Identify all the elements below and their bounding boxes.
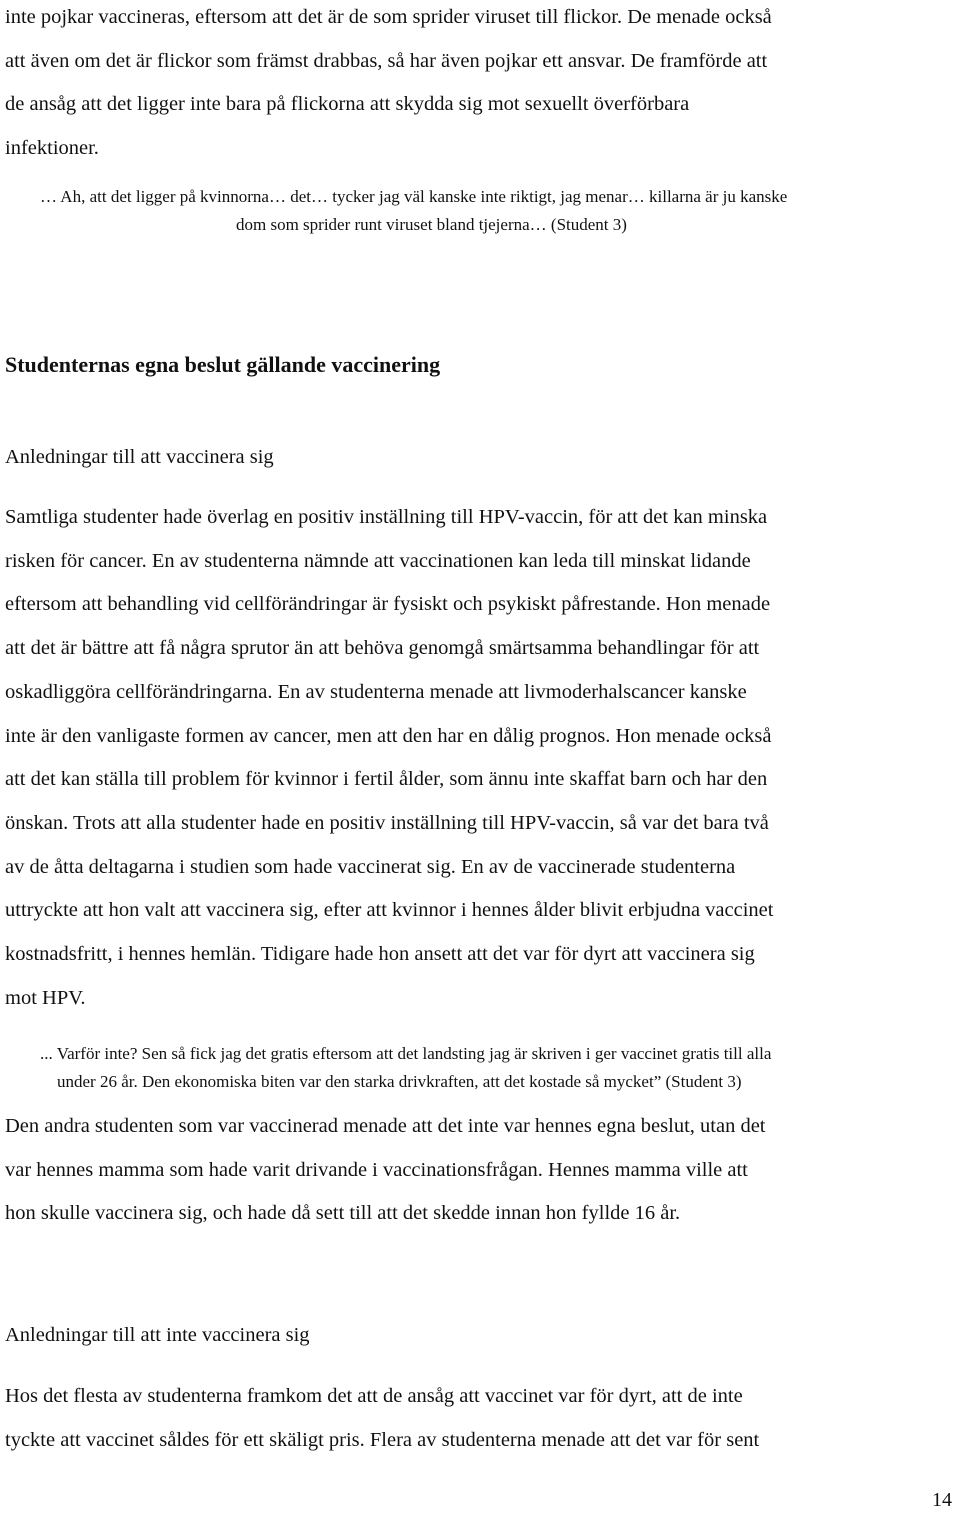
student-quote (40, 183, 955, 239)
paragraph-second-student (5, 1105, 955, 1236)
paragraph-line: Hos det flesta av studenterna framkom det att de ansåg att vaccinet var för dyrt, att de inte (5, 1385, 743, 1407)
paragraph-line: kostnadsfritt, i hennes hemlän. Tidigare hade hon ansett att det var för dyrt att vaccinera sig (5, 943, 755, 966)
quote-line: dom som sprider runt viruset bland tjejerna… (Student 3) (236, 215, 627, 234)
paragraph-reasons (5, 496, 955, 1020)
subheading-reasons-to-vaccinate: Anledningar till att vaccinera sig (5, 446, 274, 468)
paragraph-line: önskan. Trots att alla studenter hade en positiv inställning till HPV-vaccin, så var det bara två (5, 811, 769, 834)
paragraph-line: eftersom att behandling vid cellförändringar är fysiskt och psykiskt påfrestande. Hon menade (5, 593, 771, 616)
quote-line: ... Varför inte? Sen så fick jag det gratis eftersom att det landsting jag är skriven i ger vaccinet gratis till alla (40, 1044, 772, 1063)
paragraph-line: risken för cancer. En av studenterna nämnde att vaccinationen kan leda till minskat lidande (5, 549, 751, 572)
paragraph-line: inte är den vanligaste formen av cancer, men att den har en dålig prognos. Hon menade också (5, 724, 772, 747)
paragraph-line: uttryckte att hon valt att vaccinera sig, efter att kvinnor i hennes ålder blivit erbjudna vaccinet (5, 899, 774, 922)
paragraph-line: att det är bättre att få några sprutor än att behöva genomgå smärtsamma behandlingar för att (5, 637, 760, 660)
paragraph-line: mot HPV. (5, 986, 86, 1009)
page-number: 14 (932, 1489, 952, 1511)
paragraph-line: Den andra studenten som var vaccinerad menade att det inte var hennes egna beslut, utan det (5, 1115, 766, 1137)
student-quote (40, 1040, 955, 1096)
paragraph-line: att även om det är flickor som främst drabbas, så har även pojkar ett ansvar. De framförde att (5, 49, 768, 72)
paragraph-line: de ansåg att det ligger inte bara på flickorna att skydda sig mot sexuellt överförbara (5, 93, 690, 116)
section-heading: Studenternas egna beslut gällande vaccinering (5, 352, 441, 377)
top-paragraph (5, 0, 955, 171)
paragraph-line: inte pojkar vaccineras, eftersom att det är de som sprider viruset till flickor. De menade också (5, 6, 772, 28)
paragraph-line: Samtliga studenter hade överlag en positiv inställning till HPV-vaccin, för att det kan minska (5, 506, 768, 528)
paragraph-not-vaccinate (5, 1375, 955, 1462)
subheading-reasons-not-to-vaccinate: Anledningar till att inte vaccinera sig (5, 1324, 310, 1346)
paragraph-line: var hennes mamma som hade varit drivande i vaccinationsfrågan. Hennes mamma ville att (5, 1158, 748, 1181)
quote-line: … Ah, att det ligger på kvinnorna… det… tycker jag väl kanske inte riktigt, jag menar… killarna är ju kanske (40, 187, 788, 206)
paragraph-line: oskadliggöra cellförändringarna. En av studenterna menade att livmoderhalscancer kanske (5, 680, 747, 703)
paragraph-line: tyckte att vaccinet såldes för ett skäligt pris. Flera av studenterna menade att det var för sent (5, 1428, 760, 1451)
paragraph-line: hon skulle vaccinera sig, och hade då sett till att det skedde innan hon fyllde 16 år. (5, 1202, 681, 1225)
quote-line: under 26 år. Den ekonomiska biten var den starka drivkraften, att det kostade så mycket” (Student 3) (57, 1072, 742, 1091)
paragraph-line: av de åtta deltagarna i studien som hade vaccinerat sig. En av de vaccinerade studenterna (5, 855, 736, 878)
paragraph-line: infektioner. (5, 137, 99, 160)
paragraph-line: att det kan ställa till problem för kvinnor i fertil ålder, som ännu inte skaffat barn och har den (5, 768, 768, 791)
